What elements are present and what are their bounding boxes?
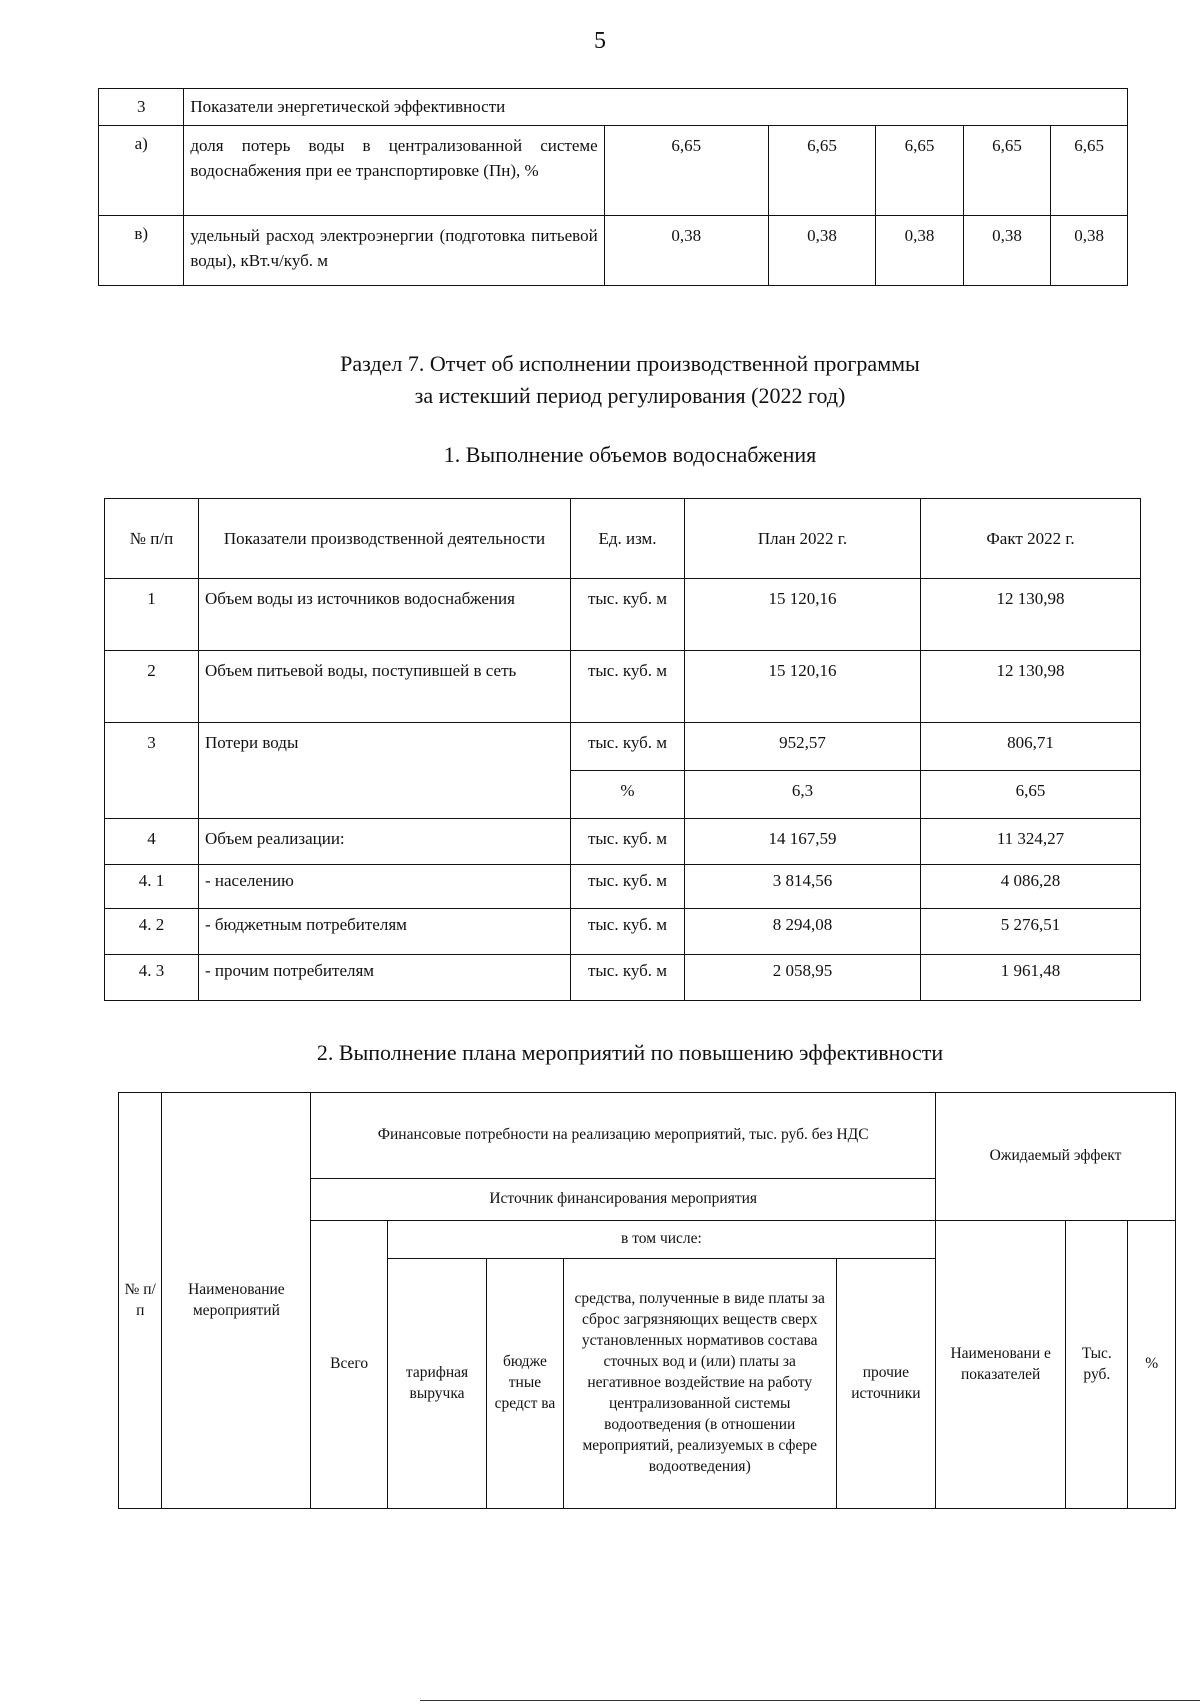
indicator-label: - бюджетным потребителям: [199, 909, 571, 955]
value-cell: 0,38: [1051, 216, 1128, 286]
fact-cell: 806,71: [921, 723, 1141, 771]
volumes-heading: 1. Выполнение объемов водоснабжения: [443, 442, 817, 467]
fact-cell: 1 961,48: [921, 955, 1141, 1001]
column-header-other: прочие источники: [836, 1259, 935, 1509]
table-header-row: [105, 499, 1141, 579]
column-header-indicator: Показатели производственной деятельности: [199, 499, 571, 579]
column-header-including: в том числе:: [387, 1221, 935, 1259]
value-cell: 6,65: [1051, 126, 1128, 216]
section-7-title: [0, 348, 1200, 412]
table-row: [99, 126, 1128, 216]
plan-cell: 8 294,08: [685, 909, 921, 955]
table-row: [105, 909, 1141, 955]
row-number: 3: [105, 723, 199, 819]
row-number: в): [99, 216, 184, 286]
fact-cell: 11 324,27: [921, 819, 1141, 865]
plan-cell: 15 120,16: [685, 651, 921, 723]
table-row: [105, 579, 1141, 651]
column-header-unit: Ед. изм.: [571, 499, 685, 579]
column-header-budget: бюдже тные средст ва: [487, 1259, 564, 1509]
fact-cell: 6,65: [921, 771, 1141, 819]
water-supply-volumes-table: [104, 498, 1141, 1001]
indicator-label: Объем реализации:: [199, 819, 571, 865]
indicator-label: Объем питьевой воды, поступившей в сеть: [199, 651, 571, 723]
value-cell: 6,65: [963, 126, 1051, 216]
unit-cell: тыс. куб. м: [571, 723, 685, 771]
row-number: 4. 1: [105, 865, 199, 909]
table-row: [105, 651, 1141, 723]
column-header-num: № п/п: [119, 1093, 162, 1509]
table-row: [99, 216, 1128, 286]
table-row: [105, 723, 1141, 771]
indicator-label: Потери воды: [199, 723, 571, 819]
value-cell: 0,38: [604, 216, 768, 286]
footer-rule: [420, 1700, 1200, 1701]
column-header-thousand-rub: Тыс. руб.: [1066, 1221, 1128, 1509]
row-number: 4. 3: [105, 955, 199, 1001]
table-header-row: [119, 1093, 1176, 1179]
table-row: [105, 819, 1141, 865]
indicator-label: - населению: [199, 865, 571, 909]
indicator-label: удельный расход электроэнергии (подготовка питьевой воды), кВт.ч/куб. м: [184, 216, 604, 286]
value-cell: 6,65: [876, 126, 964, 216]
indicator-label: - прочим потребителям: [199, 955, 571, 1001]
column-header-tariff: тарифная выручка: [387, 1259, 486, 1509]
column-header-indicator-name: Наименовани е показателей: [936, 1221, 1066, 1509]
value-cell: 0,38: [876, 216, 964, 286]
table-row: [105, 865, 1141, 909]
fact-cell: 5 276,51: [921, 909, 1141, 955]
plan-cell: 6,3: [685, 771, 921, 819]
column-header-financial-needs: Финансовые потребности на реализацию мероприятий, тыс. руб. без НДС: [311, 1093, 936, 1179]
section-title-line: за истекший период регулирования (2022 год): [414, 382, 846, 408]
value-cell: 0,38: [768, 216, 875, 286]
unit-cell: тыс. куб. м: [571, 579, 685, 651]
column-header-total: Всего: [311, 1221, 388, 1509]
unit-cell: %: [571, 771, 685, 819]
plan-cell: 952,57: [685, 723, 921, 771]
section-title-line: Раздел 7. Отчет об исполнении производственной программы: [340, 351, 920, 376]
unit-cell: тыс. куб. м: [571, 651, 685, 723]
measures-heading: 2. Выполнение плана мероприятий по повышению эффективности: [316, 1040, 944, 1065]
table-row: [105, 955, 1141, 1001]
efficiency-indicators-table: [98, 88, 1128, 286]
column-header-plan: План 2022 г.: [685, 499, 921, 579]
column-header-fact: Факт 2022 г.: [921, 499, 1141, 579]
efficiency-measures-table: [118, 1092, 1176, 1509]
row-number: 2: [105, 651, 199, 723]
plan-cell: 15 120,16: [685, 579, 921, 651]
row-number: 1: [105, 579, 199, 651]
row-number: 3: [99, 89, 184, 126]
column-header-name: Наименование мероприятий: [162, 1093, 311, 1509]
value-cell: 6,65: [604, 126, 768, 216]
plan-cell: 2 058,95: [685, 955, 921, 1001]
column-header-num: № п/п: [105, 499, 199, 579]
column-header-source: Источник финансирования мероприятия: [311, 1179, 936, 1221]
unit-cell: тыс. куб. м: [571, 955, 685, 1001]
value-cell: 6,65: [768, 126, 875, 216]
fact-cell: 12 130,98: [921, 579, 1141, 651]
section-title: Показатели энергетической эффективности: [184, 89, 1128, 126]
fact-cell: 4 086,28: [921, 865, 1141, 909]
page-number: 5: [594, 28, 606, 54]
value-cell: 0,38: [963, 216, 1051, 286]
indicator-label: Объем воды из источников водоснабжения: [199, 579, 571, 651]
row-number: а): [99, 126, 184, 216]
indicator-label: доля потерь воды в централизованной системе водоснабжения при ее транспортировке (Пн), %: [184, 126, 604, 216]
column-header-expected-effect: Ожидаемый эффект: [936, 1093, 1176, 1221]
unit-cell: тыс. куб. м: [571, 909, 685, 955]
fact-cell: 12 130,98: [921, 651, 1141, 723]
table-row: [99, 89, 1128, 126]
row-number: 4. 2: [105, 909, 199, 955]
unit-cell: тыс. куб. м: [571, 819, 685, 865]
column-header-discharge-fees: средства, полученные в виде платы за сброс загрязняющих веществ сверх установленных нормативов состава сточных вод и (или) платы за негативное воздействие на работу централизованной системы водоотведения (в отношении мероприятий, реализуемых в сфере водоотведения): [563, 1259, 836, 1509]
row-number: 4: [105, 819, 199, 865]
unit-cell: тыс. куб. м: [571, 865, 685, 909]
column-header-percent: %: [1128, 1221, 1176, 1509]
plan-cell: 14 167,59: [685, 819, 921, 865]
plan-cell: 3 814,56: [685, 865, 921, 909]
